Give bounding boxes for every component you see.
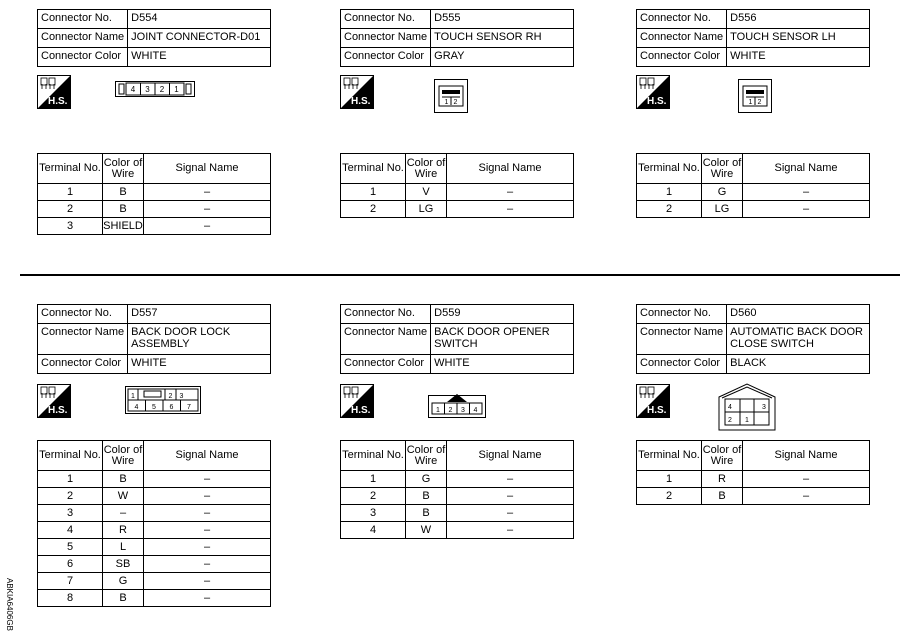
terminal-no-header: Terminal No.: [637, 154, 702, 184]
pin-label: 2: [168, 393, 173, 400]
pin-label: 1: [745, 417, 749, 424]
connector-color-value: GRAY: [431, 48, 574, 67]
connector-no-label: Connector No.: [637, 10, 727, 29]
table-row: 1 B –: [38, 471, 271, 488]
connector-face-d559: [428, 388, 486, 418]
connector-name-label: Connector Name: [637, 324, 727, 355]
connector-block-d560: [636, 304, 870, 502]
harness-side-icon: [37, 384, 71, 418]
pin-label: 2: [448, 407, 453, 414]
connector-name-value: JOINT CONNECTOR-D01: [128, 29, 271, 48]
connector-name-value: AUTOMATIC BACK DOOR CLOSE SWITCH: [727, 324, 870, 355]
terminal-table: [37, 440, 271, 607]
table-row: 2 LG –: [637, 201, 870, 218]
table-row: 3 – –: [38, 505, 271, 522]
table-row: 2 LG –: [341, 201, 574, 218]
signal-name-header: Signal Name: [144, 154, 271, 184]
pin-label: 1: [444, 99, 449, 106]
wire-color-header: Color of Wire: [702, 441, 743, 471]
connector-no-label: Connector No.: [341, 305, 431, 324]
connector-no-value: D560: [727, 305, 870, 324]
connector-color-label: Connector Color: [38, 48, 128, 67]
hs-label: H.S.: [647, 405, 667, 416]
figure-code-text: ABKIA6406GB: [5, 578, 14, 631]
terminal-table: [340, 153, 574, 218]
table-row: 7 G –: [38, 573, 271, 590]
connector-face-d554: [115, 81, 195, 97]
connector-name-label: Connector Name: [38, 29, 128, 48]
table-row: 5 L –: [38, 539, 271, 556]
hs-label: H.S.: [351, 96, 371, 107]
signal-name-header: Signal Name: [447, 441, 574, 471]
figure-code: [5, 578, 24, 638]
connector-name-value: BACK DOOR LOCK ASSEMBLY: [128, 324, 271, 355]
wire-color-header: Color of Wire: [406, 441, 447, 471]
harness-side-icon: [37, 75, 71, 109]
connector-no-value: D554: [128, 10, 271, 29]
table-row: 3 SHIELD –: [38, 218, 271, 235]
connector-name-label: Connector Name: [38, 324, 128, 355]
terminal-table: [37, 153, 271, 235]
pin-label: 4: [130, 85, 136, 94]
pin-label: 1: [174, 85, 179, 94]
table-row: 2 B –: [38, 201, 271, 218]
connector-face-d560: [716, 382, 778, 432]
terminal-no-header: Terminal No.: [341, 154, 406, 184]
connector-name-label: Connector Name: [341, 324, 431, 355]
pin-label: 1: [436, 407, 440, 414]
hs-label: H.S.: [48, 405, 68, 416]
connector-info-table: [636, 304, 870, 374]
table-row: 2 W –: [38, 488, 271, 505]
connector-name-label: Connector Name: [341, 29, 431, 48]
connector-block-d555: [340, 9, 574, 215]
terminal-no-header: Terminal No.: [38, 154, 103, 184]
connector-color-value: WHITE: [727, 48, 870, 67]
signal-name-header: Signal Name: [447, 154, 574, 184]
connector-info-table: [37, 9, 271, 67]
hs-label: H.S.: [351, 405, 371, 416]
pin-label: 4: [728, 404, 732, 411]
terminal-no-header: Terminal No.: [38, 441, 103, 471]
hs-label: H.S.: [48, 96, 68, 107]
connector-color-label: Connector Color: [38, 355, 128, 374]
connector-color-label: Connector Color: [341, 48, 431, 67]
wire-color-header: Color of Wire: [103, 441, 144, 471]
section-divider: [20, 274, 900, 276]
table-row: 1 G –: [637, 184, 870, 201]
terminal-no-header: Terminal No.: [341, 441, 406, 471]
table-row: 4 R –: [38, 522, 271, 539]
terminal-no-header: Terminal No.: [637, 441, 702, 471]
connector-block-d554: [37, 9, 271, 232]
connector-no-value: D559: [431, 305, 574, 324]
connector-no-label: Connector No.: [341, 10, 431, 29]
wire-color-header: Color of Wire: [702, 154, 743, 184]
connector-no-label: Connector No.: [38, 10, 128, 29]
table-row: 1 V –: [341, 184, 574, 201]
pin-label: 2: [159, 85, 165, 94]
pin-label: 1: [748, 99, 753, 106]
connector-no-label: Connector No.: [637, 305, 727, 324]
harness-side-icon: [636, 384, 670, 418]
connector-no-value: D555: [431, 10, 574, 29]
table-row: 2 B –: [341, 488, 574, 505]
connector-info-table: [340, 9, 574, 67]
wire-color-header: Color of Wire: [406, 154, 447, 184]
connector-color-value: WHITE: [431, 355, 574, 374]
connector-no-value: D556: [727, 10, 870, 29]
connector-info-table: [340, 304, 574, 374]
connector-info-table: [37, 304, 271, 374]
connector-color-label: Connector Color: [341, 355, 431, 374]
connector-block-d559: [340, 304, 574, 536]
connector-color-label: Connector Color: [637, 48, 727, 67]
connector-block-d557: [37, 304, 271, 604]
table-row: 1 R –: [637, 471, 870, 488]
harness-side-icon: [340, 384, 374, 418]
connector-color-value: WHITE: [128, 48, 271, 67]
table-row: 8 B –: [38, 590, 271, 607]
pin-label: 3: [762, 404, 766, 411]
harness-side-icon: [340, 75, 374, 109]
terminal-table: [636, 153, 870, 218]
signal-name-header: Signal Name: [743, 441, 870, 471]
pin-label: 5: [152, 404, 156, 411]
pin-label: 2: [757, 99, 762, 106]
connector-block-d556: [636, 9, 870, 215]
pin-label: 4: [134, 404, 139, 411]
connector-face-d555: [434, 79, 468, 113]
table-row: 1 B –: [38, 184, 271, 201]
pin-label: 2: [453, 99, 458, 106]
harness-side-icon: [636, 75, 670, 109]
signal-name-header: Signal Name: [743, 154, 870, 184]
pin-label: 1: [131, 393, 135, 400]
connector-color-label: Connector Color: [637, 355, 727, 374]
table-row: 3 B –: [341, 505, 574, 522]
signal-name-header: Signal Name: [144, 441, 271, 471]
connector-color-value: BLACK: [727, 355, 870, 374]
connector-face-d557: [125, 386, 201, 414]
pin-label: 4: [473, 407, 478, 414]
connector-face-d556: [738, 79, 772, 113]
pin-label: 7: [187, 404, 191, 411]
connector-name-value: TOUCH SENSOR RH: [431, 29, 574, 48]
table-row: 6 SB –: [38, 556, 271, 573]
connector-name-label: Connector Name: [637, 29, 727, 48]
terminal-table: [340, 440, 574, 539]
pin-label: 6: [169, 404, 174, 411]
pin-label: 3: [179, 393, 184, 400]
connector-name-value: BACK DOOR OPENER SWITCH: [431, 324, 574, 355]
connector-no-label: Connector No.: [38, 305, 128, 324]
table-row: 2 B –: [637, 488, 870, 505]
connector-info-table: [636, 9, 870, 67]
pin-label: 2: [728, 417, 732, 424]
terminal-table: [636, 440, 870, 505]
table-row: 1 G –: [341, 471, 574, 488]
pin-label: 3: [461, 407, 465, 414]
hs-label: H.S.: [647, 96, 667, 107]
wire-color-header: Color of Wire: [103, 154, 144, 184]
pin-label: 3: [145, 85, 150, 94]
connector-color-value: WHITE: [128, 355, 271, 374]
table-row: 4 W –: [341, 522, 574, 539]
connector-name-value: TOUCH SENSOR LH: [727, 29, 870, 48]
connector-no-value: D557: [128, 305, 271, 324]
